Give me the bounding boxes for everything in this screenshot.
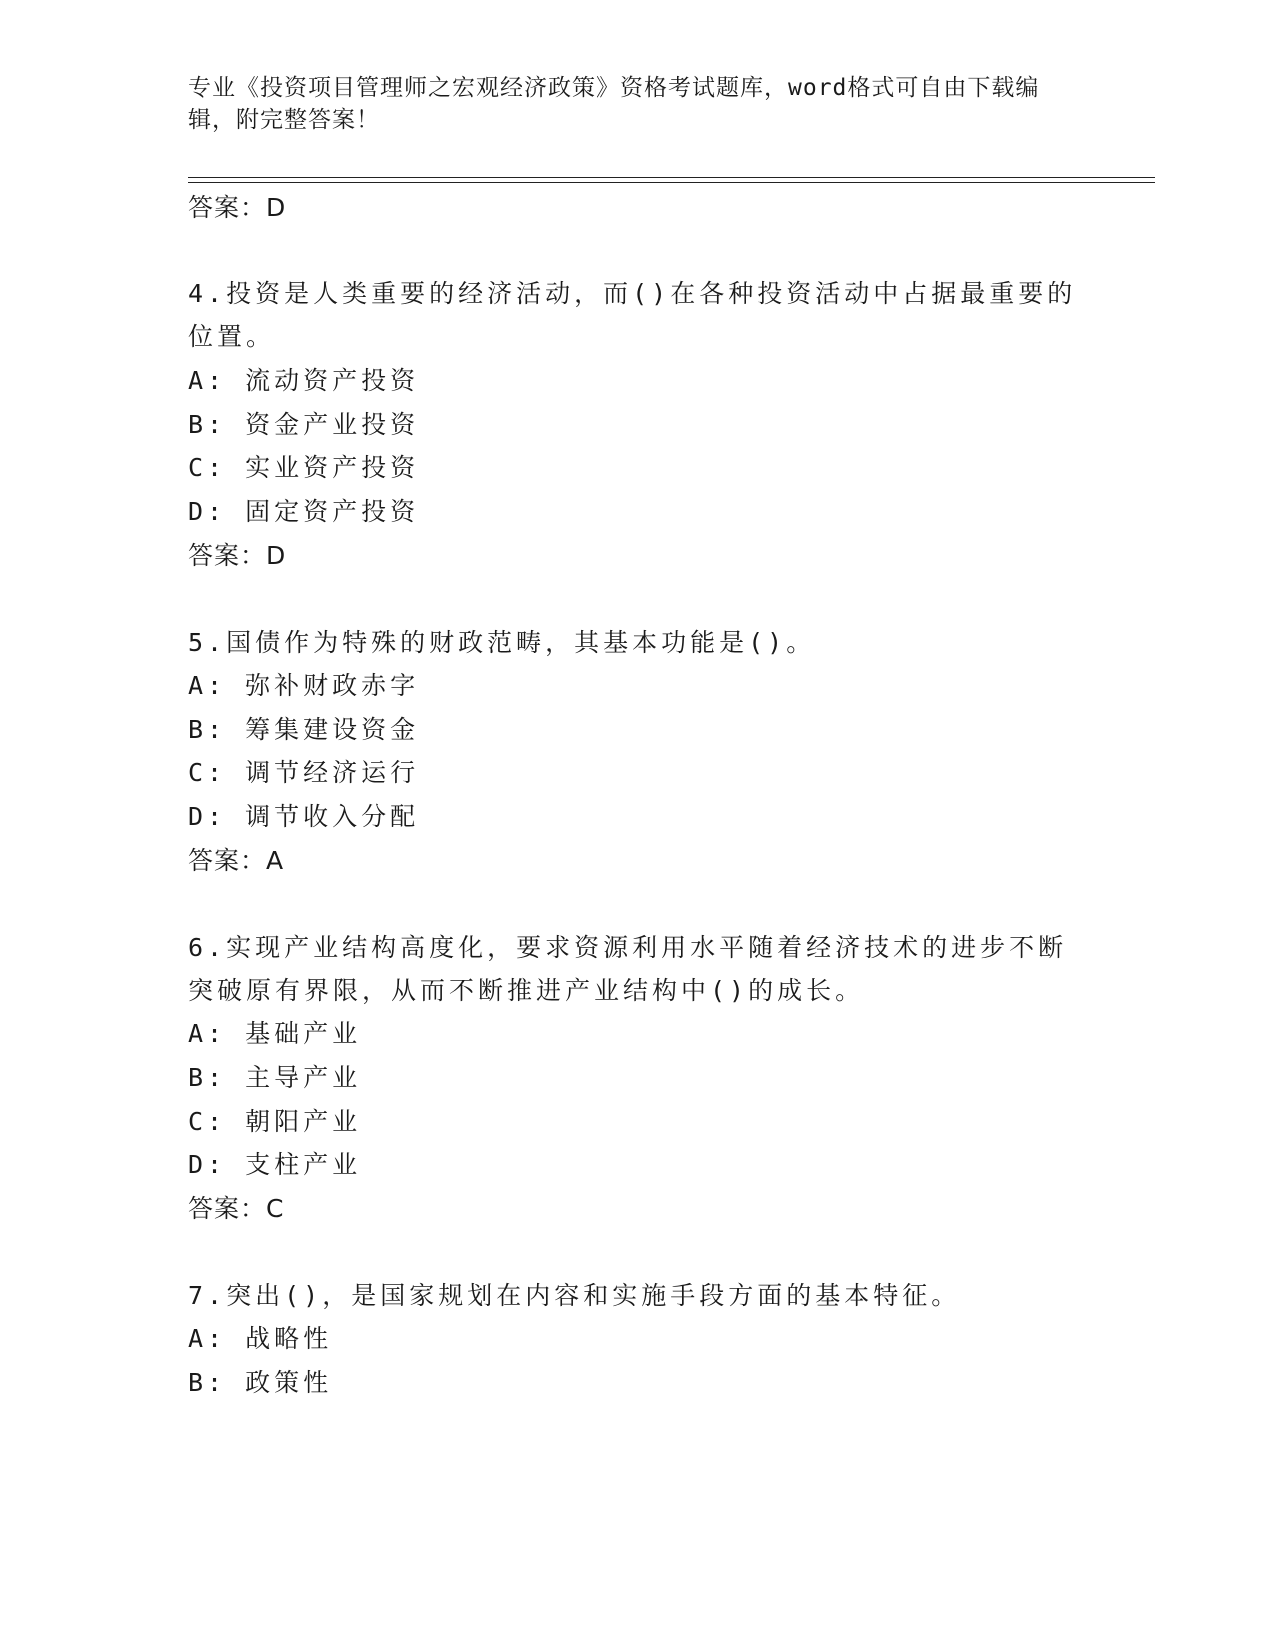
question-7-line-1: 7.突出()，是国家规划在内容和实施手段方面的基本特征。 [188, 1281, 961, 1310]
question-4-option-d: D: 固定资产投资 [188, 497, 420, 526]
question-6-option-b: B: 主导产业 [188, 1063, 362, 1092]
question-6-option-d: D: 支柱产业 [188, 1150, 362, 1179]
question-5-option-d: D: 调节收入分配 [188, 802, 420, 831]
answer-6: 答案：C [188, 1194, 285, 1223]
question-4-option-c: C: 实业资产投资 [188, 453, 420, 482]
question-7-option-a: A: 战略性 [188, 1324, 333, 1353]
question-7-option-b: B: 政策性 [188, 1368, 333, 1397]
question-4-line-1: 4.投资是人类重要的经济活动，而()在各种投资活动中占据最重要的 [188, 279, 1077, 308]
question-4-line-2: 位置。 [188, 322, 276, 351]
header-rule-top [188, 177, 1155, 178]
question-5-option-c: C: 调节经济运行 [188, 758, 420, 787]
page-header-text: 专业《投资项目管理师之宏观经济政策》资格考试题库，word格式可自由下载编辑，附完整答案！ [188, 75, 1040, 133]
answer-5: 答案：A [188, 846, 285, 875]
question-6-line-1: 6.实现产业结构高度化，要求资源利用水平随着经济技术的进步不断 [188, 933, 1068, 962]
answer-3: 答案：D [188, 193, 287, 222]
header-rule-bottom [188, 182, 1155, 183]
question-6-line-2: 突破原有界限，从而不断推进产业结构中()的成长。 [188, 976, 865, 1005]
question-4-option-a: A: 流动资产投资 [188, 366, 420, 395]
question-5-line-1: 5.国债作为特殊的财政范畴，其基本功能是()。 [188, 628, 816, 657]
question-4-option-b: B: 资金产业投资 [188, 410, 420, 439]
question-6-option-c: C: 朝阳产业 [188, 1107, 362, 1136]
question-6-option-a: A: 基础产业 [188, 1019, 362, 1048]
question-5-option-a: A: 弥补财政赤字 [188, 671, 420, 700]
question-5-option-b: B: 筹集建设资金 [188, 715, 420, 744]
answer-4: 答案：D [188, 541, 287, 570]
